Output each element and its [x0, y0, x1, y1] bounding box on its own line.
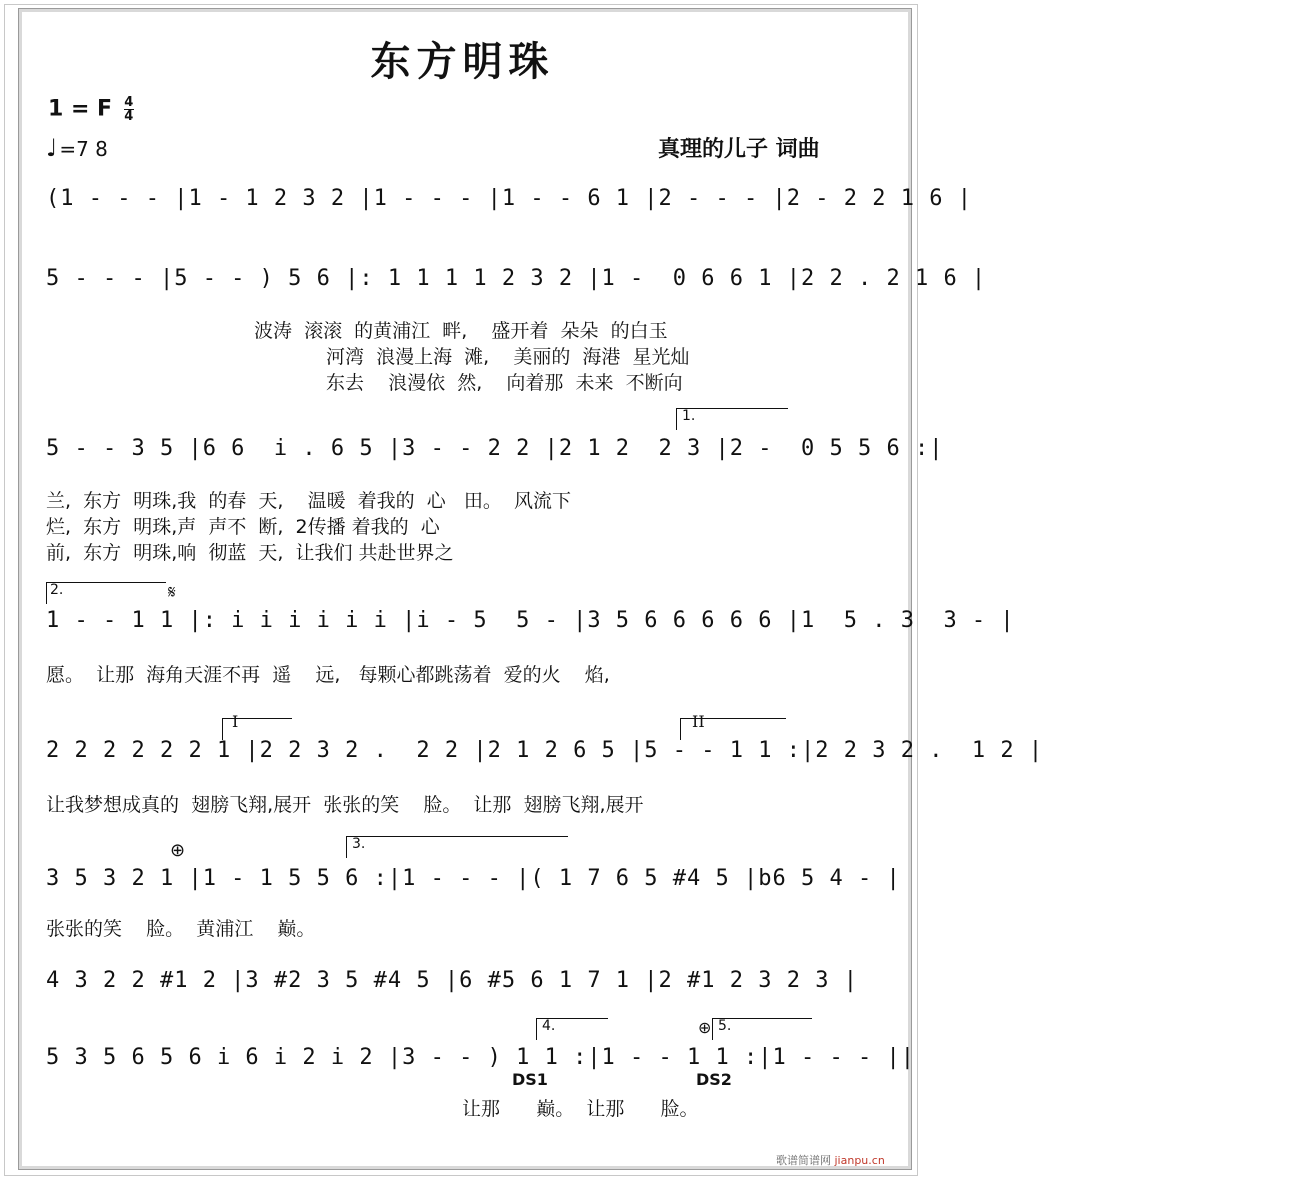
coda-icon: ⊕	[170, 840, 186, 861]
key-tonic: 1 = F	[48, 96, 113, 122]
music-line-8: 5 3 5 6 5 6 i 6 i 2 i 2 |3 - - ) 1 1 :|1 - - 1 1 :|1 - - - ||	[46, 1045, 915, 1070]
volta-I-label: I	[232, 712, 239, 731]
tempo-value: =7 8	[59, 137, 108, 161]
song-title: 东方明珠	[370, 38, 555, 85]
watermark	[776, 1152, 885, 1168]
composer-credit: 真理的儿子 词曲	[658, 137, 820, 162]
lyric-line-9: 张张的笑 脸。 黄浦江 巅。	[46, 918, 316, 940]
watermark-cn: 歌谱简谱网	[776, 1154, 831, 1167]
music-line-7: 4 3 2 2 #1 2 |3 #2 3 5 #4 5 |6 #5 6 1 7 1 |2 #1 2 3 2 3 |	[46, 968, 858, 993]
lyric-line-3: 东去 浪漫依 然, 向着那 未来 不断向	[326, 372, 683, 394]
score-sheet	[18, 8, 1044, 1170]
lyric-line-7: 愿。 让那 海角天涯不再 遥 远, 每颗心都跳荡着 爱的火 焰,	[46, 664, 610, 686]
music-line-6: 3 5 3 2 1 |1 - 1 5 5 6 :|1 - - - |( 1 7 6 5 #4 5 |b6 5 4 - |	[46, 866, 901, 891]
music-line-3: 5 - - 3 5 |6 6 i . 6 5 |3 - - 2 2 |2 1 2 2 3 |2 - 0 5 5 6 :|	[46, 436, 944, 461]
lyric-line-6: 前, 东方 明珠,响 彻蓝 天, 让我们 共赴世界之	[46, 542, 454, 564]
ds2-mark: DS2	[696, 1070, 732, 1089]
lyric-line-1: 波涛 滚滚 的黄浦江 畔, 盛开着 朵朵 的白玉	[254, 320, 668, 342]
lyric-line-10: 让那 巅。 让那 脸。	[462, 1098, 699, 1120]
music-line-1: (1 - - - |1 - 1 2 3 2 |1 - - - |1 - - 6 1 |2 - - - |2 - 2 2 1 6 |	[46, 186, 972, 211]
watermark-url: jianpu.cn	[834, 1154, 885, 1167]
music-line-5: 2 2 2 2 2 2 1 |2 2 3 2 . 2 2 |2 1 2 6 5 |5 - - 1 1 :|2 2 3 2 . 1 2 |	[46, 738, 1044, 763]
lyric-line-5: 烂, 东方 明珠,声 声不 断, 2传播 着我的 心	[46, 516, 440, 538]
time-signature	[124, 96, 134, 123]
volta-II-label: II	[692, 712, 705, 731]
segno-icon: 𝄋	[168, 582, 176, 603]
coda-icon-2: ⊕	[698, 1018, 712, 1037]
lyric-line-8: 让我梦想成真的 翅膀飞翔,展开 张张的笑 脸。 让那 翅膀飞翔,展开	[46, 794, 644, 816]
volta-1-label: 1.	[682, 408, 696, 424]
key-signature	[48, 96, 134, 123]
time-top: 4	[124, 95, 134, 110]
lyric-line-2: 河湾 浪漫上海 滩, 美丽的 海港 星光灿	[326, 346, 690, 368]
volta-5-label: 5.	[718, 1018, 732, 1034]
volta-2-label: 2.	[50, 582, 64, 598]
tempo-marking	[46, 134, 108, 162]
quarter-note-icon: ♩	[46, 134, 58, 162]
volta-3-label: 3.	[352, 836, 366, 852]
volta-4-label: 4.	[542, 1018, 556, 1034]
lyric-line-4: 兰, 东方 明珠,我 的春 天, 温暖 着我的 心 田。 风流下	[46, 490, 571, 512]
music-line-2: 5 - - - |5 - - ) 5 6 |: 1 1 1 1 2 3 2 |1 - 0 6 6 1 |2 2 . 2 1 6 |	[46, 266, 987, 291]
time-bottom: 4	[124, 109, 134, 124]
ds1-mark: DS1	[512, 1070, 548, 1089]
music-line-4: 1 - - 1 1 |: i i i i i i |i - 5 5 - |3 5 6 6 6 6 6 |1 5 . 3 3 - |	[46, 608, 1015, 633]
